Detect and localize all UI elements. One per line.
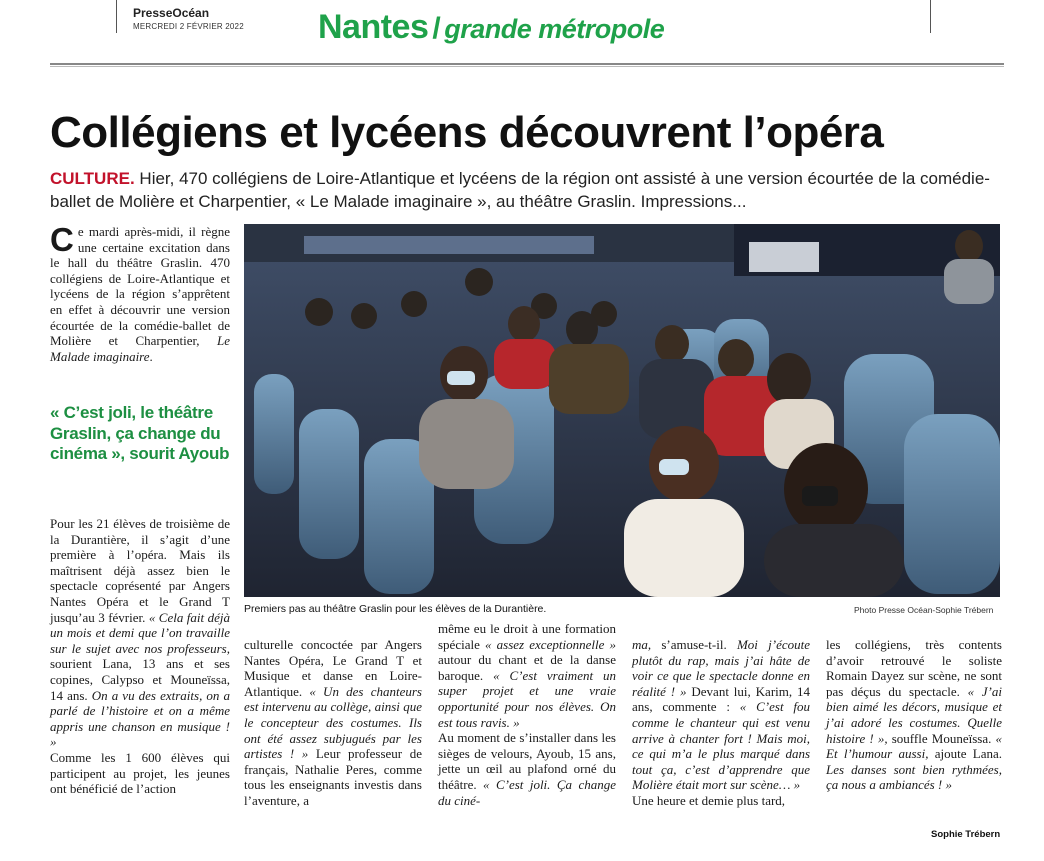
standfirst-text: Hier, 470 collégiens de Loire-Atlantique et lycéens de la région ont assisté à une version écourtée de la comédie-ballet de Molière et Charpentier, « Le Malade imaginaire », au théâtre Graslin. Impressions... [50,169,990,211]
newspaper-brand: PresseOcéan [133,6,210,20]
photo-credit: Photo Presse Océan-Sophie Trébern [854,605,994,615]
article-column-2: culturelle concoctée par Angers Nantes Opéra, Le Grand T et Musique et danse en Loire-Atlantique. « Un des chanteurs est intervenu au collège, ainsi que le concepteur des costumes. Ils ont été assez subjugués par les artistes ! » Leur professeur de français, Nathalie Peres, comme tous les enseignants investis dans l’aventure, a [244,637,422,808]
article-column-5: les collégiens, très contents d’avoir retrouvé le soliste Romain Dayez sur scène, ne sont pas déçus du spectacle. « J’ai bien aimé les décors, musique et j’ai adoré les costumes. Quelle histoire ! », souffle Mouneïssa. « Et l’humour aussi, ajoute Lana. Les danses sont bien rythmées, ça nous a ambiancés ! » [826,637,1003,793]
drop-cap: C [50,221,74,258]
col1-paragraph: e mardi après-midi, il règne une certaine excitation dans le hall du théâtre Graslin. 470 collégiens de Loire-Atlantique et lycéens de la région s’apprêtent en effet à découvrir une version écourtée de la comédie-ballet de Molière et Charpentier, [50,224,230,349]
section-separator: / [432,12,441,45]
photo-caption: Premiers pas au théâtre Graslin pour les élèves de la Durantière. [244,603,547,615]
article-byline: Sophie Trébern [931,829,1001,840]
article-column-3: même eu le droit à une formation spéciale « assez exceptionnelle » autour du chant et de la danse baroque. « C’est vraiment un super projet et une vraie opportunité pour nos élèves. On est tous ravis. » Au moment de s’installer dans les sièges de velours, Ayoub, 15 ans, jette un œil au plafond orné du théâtre. « C’est joli. Ça change du ciné- [438,621,617,808]
article-headline: Collégiens et lycéens découvrent l’opéra [50,108,884,157]
col1-last-paragraph: Comme les 1 600 élèves qui participent au projet, les jeunes ont bénéficié de l’action [50,749,230,797]
standfirst-kicker: CULTURE. [50,169,135,188]
section-subtitle: grande métropole [444,14,665,44]
publication-date: MERCREDI 2 FÉVRIER 2022 [133,22,244,31]
masthead-divider-right [930,0,931,33]
pull-quote: « C’est joli, le théâtre Graslin, ça change du cinéma », sourit Ayoub [50,403,230,463]
article-standfirst [50,167,995,213]
section-city: Nantes [318,8,429,46]
article-column-4: ma, s’amuse-t-il. Moi j’écoute plutôt du rap, mais j’ai hâte de voir ce que le spectacle donne en réalité ! » Devant lui, Karim, 14 ans, commente : « C’est fou comme le chanteur qui est venu arrive à chanter fort ! Mais moi, ce qui m’a le plus marqué dans tout ça, c’est d’apprendre que Molière était mort sur scène… » Une heure et demie plus tard, [632,637,810,808]
masthead-divider-left [116,0,117,33]
article-photo [244,224,1000,597]
header-rule-thin [50,66,1004,67]
section-title [318,8,664,47]
article-column-1-continued: Pour les 21 élèves de troisième de la Durantière, il s’agit d’une première à l’opéra. Mais ils maîtrisent déjà assez bien le spectacle coprésenté par Angers Nantes Opéra et le Grand T jusqu’au 3 février. « Cela fait déjà un mois et demi que l’on travaille sur le sujet avec nos professeurs, sourient Lana, 13 ans et ses copines, Calypso et Mouneïssa, 14 ans. On a vu des extraits, on a parlé de l’histoire et on a même appris une chanson en musique ! » Comme les 1 600 élèves qui participent au projet, les jeunes ont bénéficié de l’action [50,516,230,797]
header-rule [50,63,1004,65]
col1-title: Le Malade imaginaire [50,333,230,364]
article-column-1: Ce mardi après-midi, il règne une certaine excitation dans le hall du théâtre Graslin. 470 collégiens de Loire-Atlantique et lycéens de la région s’apprêtent en effet à découvrir une version écourtée de la comédie-ballet de Molière et Charpentier, Le Malade imaginaire. [50,221,230,364]
